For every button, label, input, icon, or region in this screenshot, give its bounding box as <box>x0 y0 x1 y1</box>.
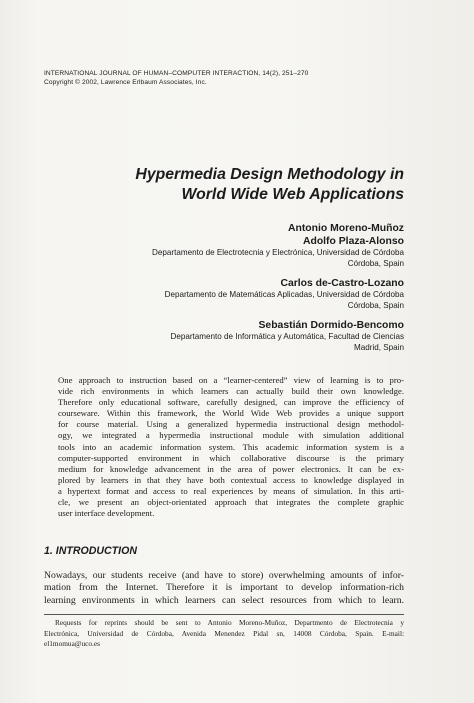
author-name: Sebastián Dormido-Bencomo <box>258 320 404 331</box>
footnote-line: Electrónica, Universidad de Córdoba, Avenida Menendez Pidal sn, 14008 Córdoba, Spain. E-mail: <box>44 628 404 638</box>
body-line: Nowadays, our students receive (and have to store) overwhelming amounts of infor- <box>44 570 404 581</box>
abstract-line: medium for knowledge advancement in the area of power electronics. It can be ex- <box>58 463 404 474</box>
abstract-line: computer-supported environment in which collaborative discourse is the primary <box>58 452 404 463</box>
footnote-line: Requests for reprints should be sent to Antonio Moreno-Muñoz, Departmento de Electrotecnia y <box>55 618 404 627</box>
author-location: Madrid, Spain <box>354 342 404 352</box>
author-name: Adolfo Plaza-Alonso <box>302 236 404 247</box>
author-location: Córdoba, Spain <box>347 258 404 268</box>
author-location: Córdoba, Spain <box>347 300 404 310</box>
abstract-line: One approach to instruction based on a “learner-centered” view of learning is to pro- <box>58 375 404 385</box>
journal-citation: INTERNATIONAL JOURNAL OF HUMAN–COMPUTER INTERACTION, 14(2), 251–270 <box>44 70 309 77</box>
footnote-email: el1momua@uco.es <box>44 639 100 649</box>
abstract-line: a hypertext format and access to real experiences by means of simulation. In this arti- <box>58 485 404 496</box>
copyright-notice: Copyright © 2002, Lawrence Erlbaum Associates, Inc. <box>44 78 207 86</box>
author-block-3 <box>60 319 404 353</box>
abstract-line: ogy, we integrated a hypermedia instructional module with simulation additional <box>58 430 404 441</box>
section-heading: 1. INTRODUCTION <box>44 545 137 557</box>
author-name: Carlos de-Castro-Lozano <box>280 278 404 289</box>
abstract-line: vide rich environments in which learners can actually build their own knowledge. <box>58 386 404 397</box>
author-block-1 <box>60 222 404 269</box>
journal-header <box>44 70 444 87</box>
footnote <box>44 618 404 650</box>
author-affiliation: Departamento de Matemáticas Aplicadas, Universidad de Córdoba <box>164 290 404 299</box>
title-line-2: World Wide Web Applications <box>181 186 404 203</box>
author-affiliation: Departamento de Electrotecnia y Electrónica, Universidad de Córdoba <box>152 248 404 257</box>
abstract <box>58 375 404 519</box>
author-block-2 <box>60 277 404 311</box>
abstract-line: tools into an academic information system. This academic information system is a <box>58 441 404 452</box>
abstract-line: for course material. Using a generalized hypermedia instructional design methodol- <box>58 419 404 430</box>
abstract-line: user interface development. <box>58 508 155 519</box>
abstract-line: cle, we present an object-orientated approach that integrates the complete graphic <box>58 497 404 508</box>
paper-title <box>60 165 404 205</box>
abstract-line: courseware. Within this framework, the World Wide Web provides a unique support <box>58 408 404 419</box>
author-affiliation: Departamento de Informática y Automática, Facultad de Ciencias <box>170 332 404 341</box>
body-line: learning environments in which learners can select resources from which to learn. <box>44 594 404 606</box>
abstract-line: Therefore only educational software, carefully designed, can improve the efficiency of <box>58 397 404 408</box>
title-line-1: Hypermedia Design Methodology in <box>135 166 404 183</box>
footnote-rule <box>44 614 404 615</box>
abstract-line: plored by learners in that they have both contextual access to knowledge displayed in <box>58 474 404 485</box>
author-name: Antonio Moreno-Muñoz <box>288 223 404 234</box>
body-line: mation from the Internet. Therefore it is important to develop information-rich <box>44 582 404 594</box>
introduction-text <box>44 570 404 607</box>
